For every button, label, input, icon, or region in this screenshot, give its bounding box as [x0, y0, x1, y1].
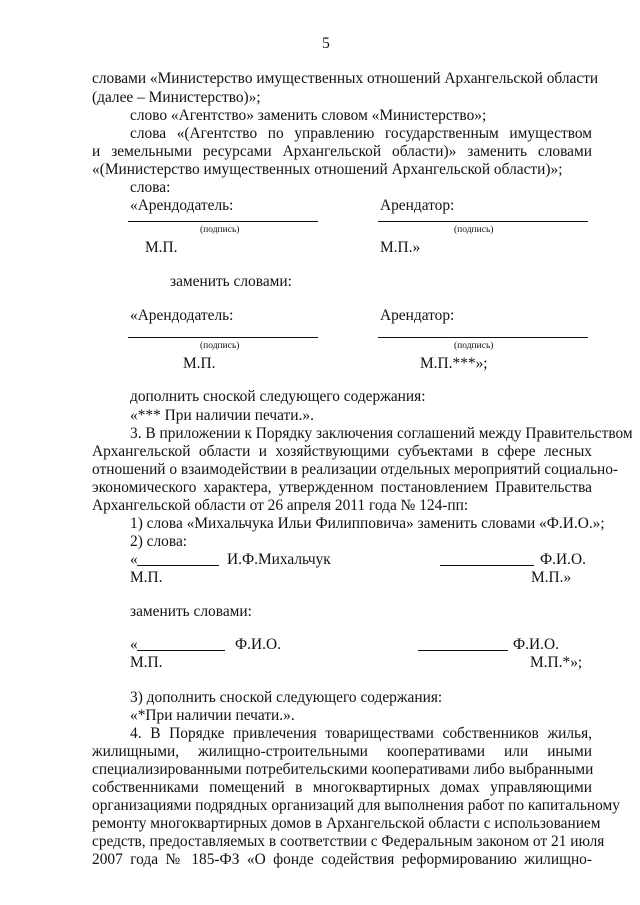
page-number: 5: [322, 35, 330, 52]
paragraph-line: организациями подрядных организаций для выполнения работ по капитальному: [92, 797, 620, 814]
signatory-name: Ф.И.О.: [513, 636, 559, 653]
paragraph-line: ремонту многоквартирных домов в Архангельской области с использованием: [92, 815, 601, 832]
stamp-place: М.П.: [130, 569, 163, 586]
paragraph-line: Архангельской области и хозяйствующими субъектами в сфере лесных: [92, 443, 592, 460]
paragraph-line: жилищными, жилищно-строительными кооперативами или иными: [92, 743, 592, 760]
paragraph-line: и земельными ресурсами Архангельской области)» заменить словами: [92, 143, 592, 160]
signatory-name: Ф.И.О.: [540, 551, 586, 568]
paragraph-line: «(Министерство имущественных отношений Архангельской области)»;: [92, 161, 563, 178]
signature-line: [418, 650, 508, 651]
paragraph-line: 3) дополнить сноской следующего содержания:: [130, 689, 443, 706]
paragraph-line: (далее – Министерство)»;: [92, 89, 261, 106]
paragraph-line: «*При наличии печати.».: [130, 707, 295, 724]
replace-text: заменить словами:: [170, 273, 292, 290]
signature-line: [137, 565, 219, 566]
paragraph-line: 1) слова «Михальчука Ильи Филипповича» заменить словами «Ф.И.О.»;: [130, 515, 605, 532]
signatory-name: Ф.И.О.: [235, 636, 281, 653]
signature-caption: (подпись): [454, 341, 494, 351]
stamp-place: М.П.»: [380, 239, 421, 256]
lessor-label: «Арендодатель:: [130, 197, 234, 214]
stamp-place: М.П.»: [531, 569, 572, 586]
signature-line: [440, 565, 534, 566]
paragraph-line: специализированными потребительскими кооперативами либо выбранными: [92, 761, 594, 778]
signature-caption: (подпись): [200, 225, 240, 235]
paragraph-line: 2) слова:: [130, 533, 188, 550]
intro-text: слова:: [130, 179, 171, 196]
paragraph-line: 4. В Порядке привлечения товариществами собственников жилья,: [130, 725, 592, 742]
paragraph-line: словами «Министерство имущественных отношений Архангельской области: [92, 70, 599, 87]
paragraph-line: «*** При наличии печати.».: [130, 407, 314, 424]
signature-line: [378, 221, 588, 222]
signature-line: [137, 650, 225, 651]
paragraph-line: отношений о взаимодействии в реализации отдельных мероприятий социально-: [92, 461, 619, 478]
stamp-place: М.П.: [145, 239, 178, 256]
stamp-place: М.П.***»;: [420, 355, 488, 372]
signature-caption: (подпись): [454, 225, 494, 235]
stamp-place: М.П.*»;: [530, 654, 583, 671]
signature-line: [128, 337, 318, 338]
stamp-place: М.П.: [130, 654, 163, 671]
paragraph-line: слова «(Агентство по управлению государственным имуществом: [130, 125, 592, 142]
lessee-label: Арендатор:: [380, 197, 455, 214]
paragraph-line: слово «Агентство» заменить словом «Министерство»;: [130, 107, 487, 124]
signature-caption: (подпись): [200, 341, 240, 351]
signatory-name: И.Ф.Михальчук: [227, 551, 331, 568]
lessor-label: «Арендодатель:: [130, 307, 234, 324]
paragraph-line: собственниками помещений в многоквартирных домах управляющими: [92, 779, 592, 796]
signature-line: [378, 337, 588, 338]
paragraph-line: 2007 года № 185-ФЗ «О фонде содействия реформированию жилищно-: [92, 851, 592, 868]
quote-mark: «: [130, 636, 138, 653]
paragraph-line: Архангельской области от 26 апреля 2011 года № 124-пп:: [92, 497, 469, 514]
paragraph-line: 3. В приложении к Порядку заключения соглашений между Правительством: [130, 425, 633, 442]
paragraph-line: дополнить сноской следующего содержания:: [130, 388, 426, 405]
quote-mark: «: [130, 551, 138, 568]
lessee-label: Арендатор:: [380, 307, 455, 324]
replace-text: заменить словами:: [130, 603, 252, 620]
paragraph-line: экономического характера, утвержденном постановлением Правительства: [92, 479, 592, 496]
signature-line: [128, 221, 318, 222]
paragraph-line: средств, предоставляемых в соответствии с Федеральным законом от 21 июля: [92, 833, 605, 850]
stamp-place: М.П.: [183, 355, 216, 372]
